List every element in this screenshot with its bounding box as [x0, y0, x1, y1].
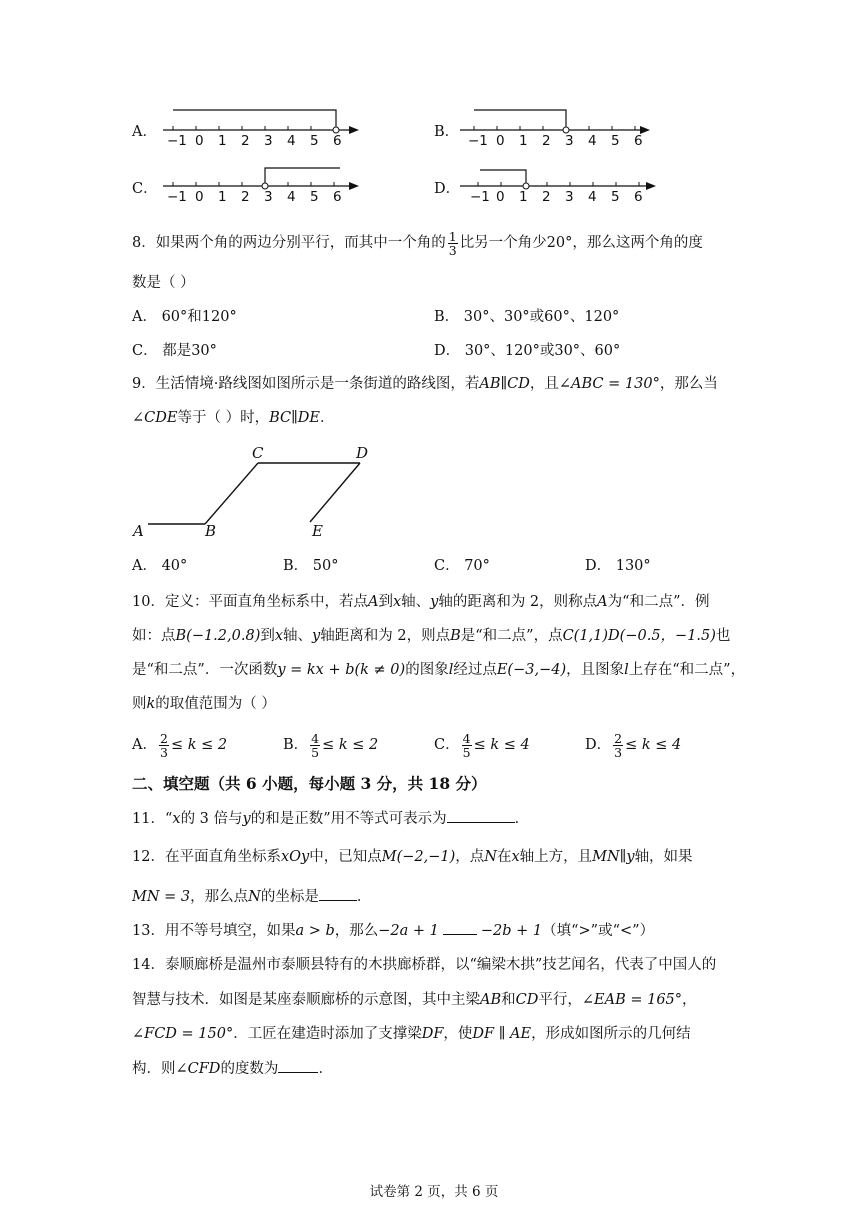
q9-option-a: A． 40° — [132, 558, 188, 574]
q7-option-c-letter: C． — [132, 181, 158, 197]
q9-label-c: C — [252, 444, 264, 462]
q11: 11．“x的 3 倍与y的和是正数”用不等式可表示为 ． — [132, 808, 529, 829]
q10-option-b: B． $\frac{4}{5}$ ≤ k ≤ 2 — [283, 730, 379, 760]
q7-option-b-letter: B． — [434, 124, 460, 140]
q14-answer-blank[interactable] — [278, 1058, 318, 1073]
q9-option-c: C． 70° — [434, 558, 490, 574]
q9-label-e: E — [312, 522, 323, 540]
q8-option-d: D． 30°、120°或30°、60° — [434, 343, 621, 359]
q14-line1: 14．泰顺廊桥是温州市泰顺县特有的木拱廊桥群，以“编梁木拱”技艺闻名，代表了中国人的 — [132, 957, 717, 973]
q7-option-d-letter: D． — [434, 181, 461, 197]
q9-option-b: B． 50° — [283, 558, 339, 574]
q9-line1: 9．生活情境·路线图如图所示是一条街道的路线图，若AB∥CD，且∠ABC = 130°，那么当 — [132, 376, 718, 392]
q14-line4: 构．则∠CFD的度数为 ． — [132, 1058, 333, 1079]
q8-option-c: C． 都是30° — [132, 343, 217, 359]
q10-option-a: A． $\frac{2}{3}$ ≤ k ≤ 2 — [132, 730, 228, 760]
q13-answer-blank[interactable] — [443, 920, 477, 935]
q12-line1: 12．在平面直角坐标系xOy中，已知点M(−2,−1)，点N在x轴上方，且MN∥y轴，如果 — [132, 849, 693, 865]
q14-line3: ∠FCD = 150°．工匠在建造时添加了支撑梁DF，使DF ∥ AE，形成如图所示的几何结 — [132, 1026, 691, 1042]
q8-option-b: B． 30°、30°或60°、120° — [434, 309, 620, 325]
q10-line4: 则k的取值范围为（ ） — [132, 696, 276, 712]
q9-label-d: D — [356, 444, 369, 462]
q10-option-c: C． $\frac{4}{5}$ ≤ k ≤ 4 — [434, 730, 530, 760]
q14-line2: 智慧与技术．如图是某座泰顺廊桥的示意图，其中主梁AB和CD平行，∠EAB = 165°， — [132, 992, 697, 1008]
q12-answer-blank[interactable] — [319, 886, 357, 901]
q10-line3: 是“和二点”．一次函数y = kx + b(k ≠ 0)的图象l经过点E(−3,−4)，且图象l上存在“和二点”， — [132, 662, 746, 678]
q8-line1: 8．如果两个角的两边分别平行，而其中一个角的 $\frac{1}{3}$ 比另一个角少20°，那么这两个角的度 — [132, 228, 703, 258]
q10-option-d: D． $\frac{2}{3}$ ≤ k ≤ 4 — [585, 730, 682, 760]
section-2-heading: 二、填空题（共 6 小题，每小题 3 分，共 18 分） — [132, 774, 487, 793]
q8-option-a: A． 60°和120° — [132, 309, 237, 325]
q9-label-b: B — [205, 522, 217, 540]
q12-line2: MN = 3，那么点N的坐标是 ． — [132, 886, 371, 907]
q10-line2: 如：点B(−1.2,0.8)到x轴、y轴距离和为 2，则点B是“和二点”，点C(1,1)D(−0.5，−1.5)也 — [132, 628, 731, 644]
q13: 13．用不等号填空，如果a > b，那么−2a + 1 −2b + 1（填“>”或“<”） — [132, 920, 654, 941]
q8-fraction: $\frac{1}{3}$ — [448, 228, 457, 258]
q7-option-a-letter: A． — [132, 124, 157, 140]
page-footer: 试卷第 2 页，共 6 页 — [369, 1184, 499, 1200]
q11-answer-blank[interactable] — [447, 808, 515, 823]
q9-label-a: A — [133, 522, 144, 540]
q9-line2: ∠CDE等于（ ）时，BC∥DE． — [132, 410, 335, 426]
q10-line1: 10．定义：平面直角坐标系中，若点A到x轴、y轴的距离和为 2，则称点A为“和二点”．例 — [132, 594, 710, 610]
q9-option-d: D． 130° — [585, 558, 651, 574]
q8-line2: 数是（ ） — [132, 275, 195, 291]
